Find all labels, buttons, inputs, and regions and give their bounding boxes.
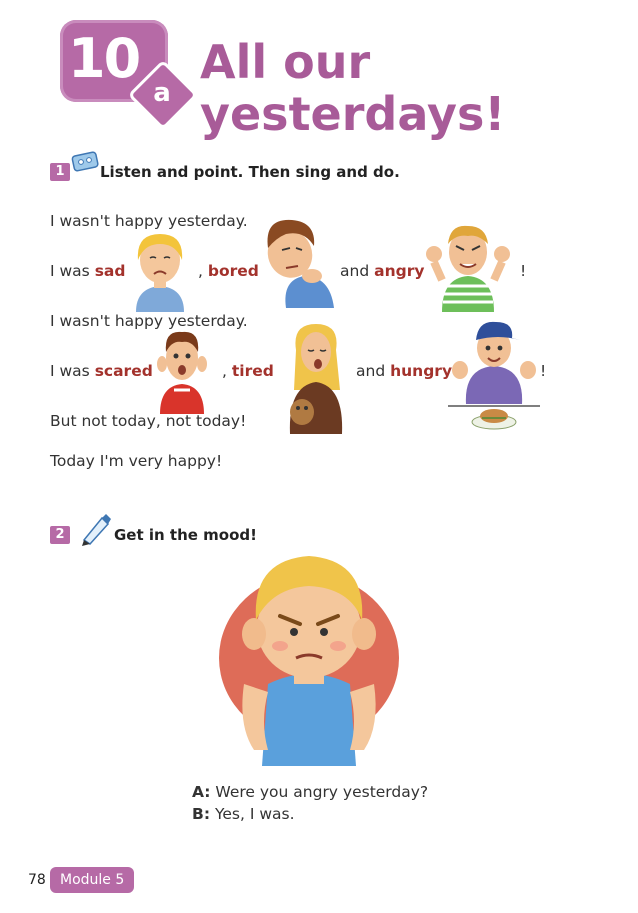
feeling-word: sad (94, 262, 126, 280)
song-line: But not today, not today! (50, 412, 247, 430)
module-label: Module 5 (50, 867, 134, 893)
song-line (198, 262, 259, 280)
scared-boy-picture (152, 324, 212, 414)
dialog-line-a (192, 783, 428, 801)
page-title-line2: yesterdays! (200, 87, 506, 141)
angry-boy-picture (420, 220, 516, 312)
song-line (50, 362, 153, 380)
song-line: I wasn't happy yesterday. (50, 212, 248, 230)
cassette-icon (70, 148, 100, 178)
section-title: Get in the mood! (114, 526, 257, 544)
feeling-word: hungry (390, 362, 453, 380)
dialog-line-b (192, 805, 295, 823)
song-line (222, 362, 274, 380)
song-text: I was (50, 262, 90, 280)
song-line (340, 262, 424, 280)
song-text: and (356, 362, 386, 380)
dialog-text: Were you angry yesterday? (215, 783, 429, 801)
song-line: I wasn't happy yesterday. (50, 312, 248, 330)
pencil-icon (80, 512, 112, 550)
feeling-word: bored (207, 262, 259, 280)
song-line (50, 262, 125, 280)
page-number: 78 (28, 872, 46, 888)
page-title-line1: All our (200, 35, 371, 89)
sad-boy-picture (130, 230, 190, 312)
feeling-word: scared (94, 362, 153, 380)
feeling-word: angry (374, 262, 425, 280)
section-number: 2 (50, 526, 70, 544)
song-line: ! (520, 262, 527, 280)
speaker-label: B: (192, 805, 211, 823)
dialog-text: Yes, I was. (214, 805, 295, 823)
song-line: ! (540, 362, 547, 380)
angry-boy-illustration (214, 546, 404, 770)
feeling-word: tired (231, 362, 274, 380)
speaker-label: A: (192, 783, 211, 801)
song-text: I was (50, 362, 90, 380)
section-number: 1 (50, 163, 70, 181)
song-text: , (222, 362, 227, 380)
song-text: and (340, 262, 370, 280)
bored-boy-picture (256, 214, 338, 308)
unit-number: 10 (68, 27, 140, 90)
song-line (356, 362, 452, 380)
song-text: , (198, 262, 203, 280)
tired-girl-picture (282, 320, 352, 434)
song-line: Today I'm very happy! (50, 452, 223, 470)
lesson-letter: a (153, 78, 171, 108)
section-title: Listen and point. Then sing and do. (100, 163, 400, 181)
hungry-boy-picture (448, 318, 540, 432)
